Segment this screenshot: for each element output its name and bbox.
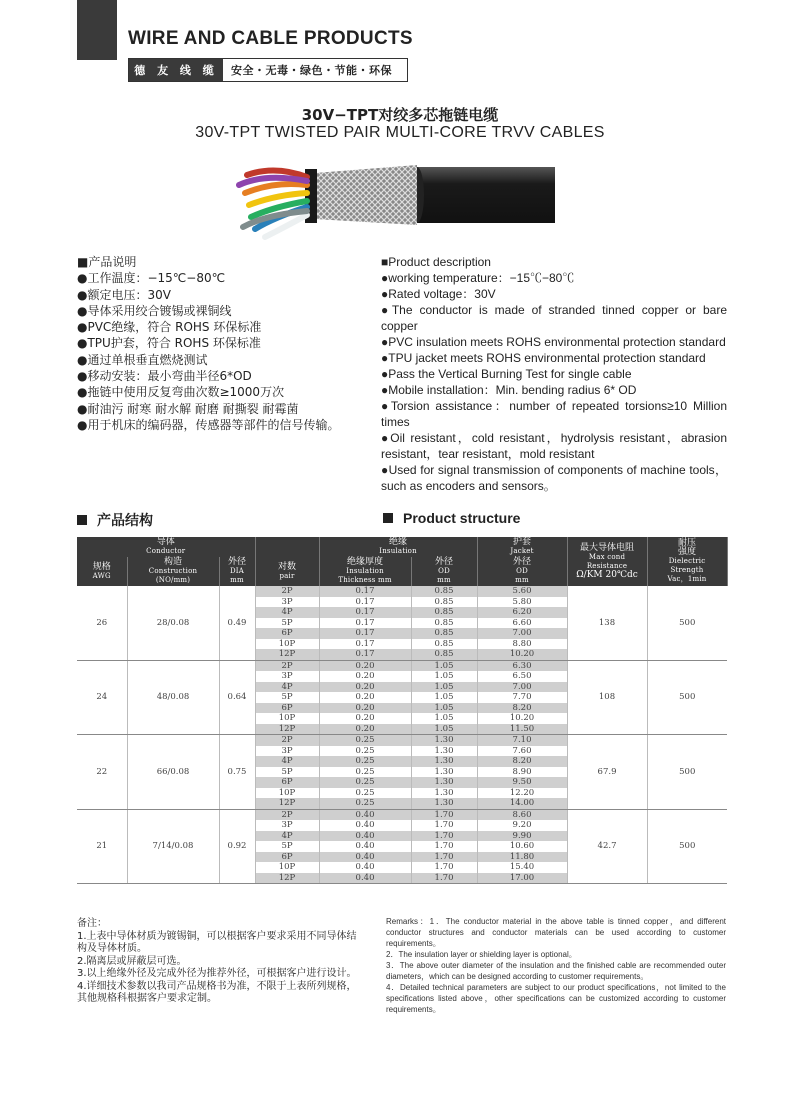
jacket-od-cell: 11.50	[477, 724, 567, 735]
description-line: ●用于机床的编码器，传感器等部件的信号传输。	[77, 417, 340, 432]
jacket-od-cell: 7.10	[477, 735, 567, 746]
jacket-od-cell: 15.40	[477, 862, 567, 873]
insulation-od-cell: 0.85	[411, 586, 477, 597]
description-line: ●拖链中使用反复弯曲次数≥1000万次	[77, 385, 285, 400]
pair-cell: 10P	[255, 862, 319, 873]
dia-cell: 0.75	[219, 735, 255, 810]
thickness-cell: 0.17	[319, 597, 411, 608]
description-line: ●Rated voltage：30V	[381, 287, 496, 301]
header-sidebar-bar	[77, 0, 117, 60]
company-name: 德 友 线 缆	[129, 59, 223, 81]
header-conductor: 导体 Conductor	[77, 537, 255, 557]
thickness-cell: 0.40	[319, 862, 411, 873]
insulation-od-cell: 1.70	[411, 831, 477, 842]
description-line: ●TPU jacket meets ROHS environmental protection standard	[381, 351, 706, 365]
insulation-od-cell: 1.05	[411, 671, 477, 682]
thickness-cell: 0.40	[319, 852, 411, 863]
jacket-od-cell: 8.90	[477, 767, 567, 778]
insulation-od-cell: 1.70	[411, 852, 477, 863]
description-line: ●移动安装：最小弯曲半径6*OD	[77, 369, 252, 384]
section-title-cn-text: 产品结构	[97, 513, 153, 529]
insulation-od-cell: 0.85	[411, 649, 477, 660]
jacket-od-cell: 8.20	[477, 756, 567, 767]
jacket-od-cell: 5.60	[477, 586, 567, 597]
jacket-od-cell: 9.20	[477, 820, 567, 831]
pair-cell: 3P	[255, 597, 319, 608]
dielectric-cell: 500	[647, 660, 727, 735]
insulation-od-cell: 1.70	[411, 820, 477, 831]
insulation-od-cell: 1.30	[411, 798, 477, 809]
pair-cell: 4P	[255, 607, 319, 618]
dia-cell: 0.64	[219, 660, 255, 735]
insulation-od-cell: 1.70	[411, 841, 477, 852]
description-line: ●Pass the Vertical Burning Test for single cable	[381, 367, 632, 381]
awg-cell: 22	[77, 735, 127, 810]
pair-cell: 5P	[255, 692, 319, 703]
pair-cell: 6P	[255, 703, 319, 714]
pair-cell: 2P	[255, 660, 319, 671]
jacket-od-cell: 6.60	[477, 618, 567, 629]
pair-cell: 12P	[255, 798, 319, 809]
insulation-od-cell: 0.85	[411, 639, 477, 650]
thickness-cell: 0.17	[319, 607, 411, 618]
jacket-od-cell: 8.80	[477, 639, 567, 650]
thickness-cell: 0.25	[319, 767, 411, 778]
insulation-od-cell: 1.05	[411, 682, 477, 693]
insulation-od-cell: 1.05	[411, 703, 477, 714]
jacket-od-cell: 9.50	[477, 777, 567, 788]
jacket-od-cell: 9.90	[477, 831, 567, 842]
construction-cell: 48/0.08	[127, 660, 219, 735]
pair-cell: 5P	[255, 618, 319, 629]
spec-table	[77, 537, 728, 884]
jacket-od-cell: 10.60	[477, 841, 567, 852]
jacket-od-cell: 8.60	[477, 809, 567, 820]
jacket-od-cell: 7.70	[477, 692, 567, 703]
section-title-en	[383, 510, 520, 526]
resistance-cell: 67.9	[567, 735, 647, 810]
description-line: ●Torsion assistance：number of repeated torsions≥10 Million times	[381, 399, 727, 429]
header-construction: 构造 Construction (NO/mm)	[127, 557, 219, 586]
resistance-cell: 42.7	[567, 809, 647, 884]
resistance-cell: 108	[567, 660, 647, 735]
description-line: ●Used for signal transmission of components of machine tools，such as encoders and sensors。	[381, 463, 727, 493]
section-title-cn	[77, 510, 153, 530]
description-line: ●Mobile installation：Min. bending radius 6* OD	[381, 383, 637, 397]
thickness-cell: 0.25	[319, 735, 411, 746]
description-line: ●TPU护套，符合 ROHS 环保标准	[77, 336, 261, 351]
description-line: ●PVC insulation meets ROHS environmental protection standard	[381, 335, 726, 349]
thickness-cell: 0.17	[319, 649, 411, 660]
product-title-cn: 30V−TPT对绞多芯拖链电缆	[301, 106, 499, 124]
note-line: 1.上表中导体材质为镀锡铜，可以根据客户要求采用不同导体结构及导体材质。	[77, 930, 357, 954]
note-line: Remarks：1．The conductor material in the above table is tinned copper，and different conductor structures and conductor materials can be used according to customer requirements。	[386, 917, 726, 948]
description-cn	[77, 254, 377, 433]
pair-cell: 2P	[255, 735, 319, 746]
thickness-cell: 0.40	[319, 873, 411, 884]
construction-cell: 7/14/0.08	[127, 809, 219, 884]
pair-cell: 2P	[255, 586, 319, 597]
insulation-od-cell: 1.70	[411, 873, 477, 884]
header-dielectric: 耐压 强度 Dielectric Strength Vac，1min	[647, 537, 727, 586]
pair-cell: 4P	[255, 831, 319, 842]
header-awg: 规格 AWG	[77, 557, 127, 586]
thickness-cell: 0.25	[319, 777, 411, 788]
note-line: 2.隔离层或屏蔽层可选。	[77, 955, 187, 967]
jacket-od-cell: 7.60	[477, 746, 567, 757]
description-line: ●Oil resistant，cold resistant，hydrolysis resistant，abrasion resistant，tear resistant，mold resistant	[381, 431, 727, 461]
thickness-cell: 0.20	[319, 671, 411, 682]
thickness-cell: 0.20	[319, 703, 411, 714]
insulation-od-cell: 1.70	[411, 862, 477, 873]
thickness-cell: 0.40	[319, 809, 411, 820]
header-blank	[255, 537, 319, 557]
pair-cell: 6P	[255, 628, 319, 639]
thickness-cell: 0.40	[319, 831, 411, 842]
description-line: ●工作温度：−15℃−80℃	[77, 271, 226, 286]
dielectric-cell: 500	[647, 735, 727, 810]
table-row	[77, 660, 727, 671]
pair-cell: 6P	[255, 777, 319, 788]
jacket-od-cell: 7.00	[477, 628, 567, 639]
brand-title: WIRE AND CABLE PRODUCTS	[128, 28, 413, 49]
pair-cell: 10P	[255, 639, 319, 650]
note-line: 备注：	[77, 918, 107, 929]
notes-cn	[77, 918, 357, 1006]
jacket-od-cell: 17.00	[477, 873, 567, 884]
insulation-od-cell: 1.30	[411, 777, 477, 788]
thickness-cell: 0.25	[319, 756, 411, 767]
pair-cell: 10P	[255, 713, 319, 724]
thickness-cell: 0.17	[319, 618, 411, 629]
pair-cell: 3P	[255, 820, 319, 831]
product-title-en: 30V-TPT TWISTED PAIR MULTI-CORE TRVV CABLES	[195, 124, 605, 141]
pair-cell: 4P	[255, 756, 319, 767]
insulation-od-cell: 1.30	[411, 767, 477, 778]
description-line: ●耐油污 耐寒 耐水解 耐磨 耐撕裂 耐霉菌	[77, 401, 299, 416]
insulation-od-cell: 0.85	[411, 597, 477, 608]
pair-cell: 3P	[255, 746, 319, 757]
description-line: ●The conductor is made of stranded tinned copper or bare copper	[381, 303, 727, 333]
description-en	[381, 254, 727, 494]
thickness-cell: 0.40	[319, 841, 411, 852]
thickness-cell: 0.25	[319, 746, 411, 757]
description-line: ●导体采用绞合镀锡或裸铜线	[77, 303, 232, 318]
header-pair: 对数 pair	[255, 557, 319, 586]
section-title-en-text: Product structure	[403, 510, 521, 526]
jacket-od-cell: 6.30	[477, 660, 567, 671]
pair-cell: 6P	[255, 852, 319, 863]
thickness-cell: 0.40	[319, 820, 411, 831]
construction-cell: 28/0.08	[127, 586, 219, 660]
square-icon	[383, 513, 393, 523]
awg-cell: 24	[77, 660, 127, 735]
insulation-od-cell: 1.05	[411, 713, 477, 724]
insulation-od-cell: 1.70	[411, 809, 477, 820]
pair-cell: 12P	[255, 724, 319, 735]
jacket-od-cell: 14.00	[477, 798, 567, 809]
pair-cell: 10P	[255, 788, 319, 799]
jacket-od-cell: 8.20	[477, 703, 567, 714]
description-line: ●额定电压：30V	[77, 287, 171, 302]
jacket-od-cell: 7.00	[477, 682, 567, 693]
insulation-od-cell: 1.05	[411, 660, 477, 671]
dia-cell: 0.49	[219, 586, 255, 660]
note-line: 3．The above outer diameter of the insulation and the finished cable are recommended outer diameters，which can be designed according to customer requirements。	[386, 961, 726, 981]
table-row	[77, 735, 727, 746]
insulation-od-cell: 1.30	[411, 756, 477, 767]
square-icon	[77, 515, 87, 525]
header-insulation-od: 外径 OD mm	[411, 557, 477, 586]
insulation-od-cell: 1.30	[411, 735, 477, 746]
brand-subline	[128, 58, 408, 82]
thickness-cell: 0.20	[319, 692, 411, 703]
insulation-od-cell: 1.05	[411, 692, 477, 703]
jacket-od-cell: 10.20	[477, 649, 567, 660]
jacket-od-cell: 12.20	[477, 788, 567, 799]
header-jacket-od: 外径 OD mm	[477, 557, 567, 586]
dielectric-cell: 500	[647, 586, 727, 660]
header-thickness: 绝缘厚度 Insulation Thickness mm	[319, 557, 411, 586]
insulation-od-cell: 0.85	[411, 607, 477, 618]
description-line: ■产品说明	[77, 255, 137, 269]
thickness-cell: 0.17	[319, 639, 411, 650]
table-row	[77, 586, 727, 597]
note-line: 4．Detailed technical parameters are subject to our product specifications，not limited to the specifications listed above，other specifications can be customized according to customer requirements。	[386, 983, 726, 1014]
thickness-cell: 0.20	[319, 660, 411, 671]
jacket-od-cell: 6.20	[477, 607, 567, 618]
insulation-od-cell: 0.85	[411, 618, 477, 629]
header-dia: 外径 DIA mm	[219, 557, 255, 586]
note-line: 2．The insulation layer or shielding layer is optional。	[386, 950, 577, 959]
pair-cell: 12P	[255, 649, 319, 660]
thickness-cell: 0.17	[319, 586, 411, 597]
pair-cell: 5P	[255, 841, 319, 852]
thickness-cell: 0.20	[319, 713, 411, 724]
pair-cell: 3P	[255, 671, 319, 682]
description-line: ●PVC绝缘，符合 ROHS 环保标准	[77, 320, 262, 335]
insulation-od-cell: 1.30	[411, 746, 477, 757]
pair-cell: 2P	[255, 809, 319, 820]
insulation-od-cell: 1.05	[411, 724, 477, 735]
jacket-od-cell: 10.20	[477, 713, 567, 724]
header-jacket: 护套 Jacket	[477, 537, 567, 557]
dielectric-cell: 500	[647, 809, 727, 884]
jacket-od-cell: 6.50	[477, 671, 567, 682]
awg-cell: 26	[77, 586, 127, 660]
cable-photo	[225, 145, 555, 245]
insulation-od-cell: 1.30	[411, 788, 477, 799]
header-resistance: 最大导体电阻 Max cond Resistance Ω/KM 20℃dc	[567, 537, 647, 586]
company-slogan: 安全・无毒・绿色・节能・环保	[231, 64, 392, 77]
thickness-cell: 0.25	[319, 788, 411, 799]
header-insulation: 绝缘 Insulation	[319, 537, 477, 557]
pair-cell: 4P	[255, 682, 319, 693]
jacket-od-cell: 11.80	[477, 852, 567, 863]
note-line: 3.以上绝缘外径及完成外径为推荐外径，可根据客户进行设计。	[77, 968, 357, 979]
table-row	[77, 809, 727, 820]
jacket-od-cell: 5.80	[477, 597, 567, 608]
awg-cell: 21	[77, 809, 127, 884]
pair-cell: 12P	[255, 873, 319, 884]
dia-cell: 0.92	[219, 809, 255, 884]
notes-en	[386, 916, 726, 1015]
thickness-cell: 0.20	[319, 724, 411, 735]
construction-cell: 66/0.08	[127, 735, 219, 810]
thickness-cell: 0.20	[319, 682, 411, 693]
description-line: ●working temperature：−15℃−80℃	[381, 271, 575, 285]
thickness-cell: 0.25	[319, 798, 411, 809]
thickness-cell: 0.17	[319, 628, 411, 639]
insulation-od-cell: 0.85	[411, 628, 477, 639]
description-line: ■Product description	[381, 255, 491, 269]
pair-cell: 5P	[255, 767, 319, 778]
description-line: ●通过单根垂直燃烧测试	[77, 352, 208, 367]
note-line: 4.详细技术参数以我司产品规格书为准，不限于上表所列规格，其他规格科根据客户要求定制。	[77, 980, 357, 1004]
resistance-cell: 138	[567, 586, 647, 660]
